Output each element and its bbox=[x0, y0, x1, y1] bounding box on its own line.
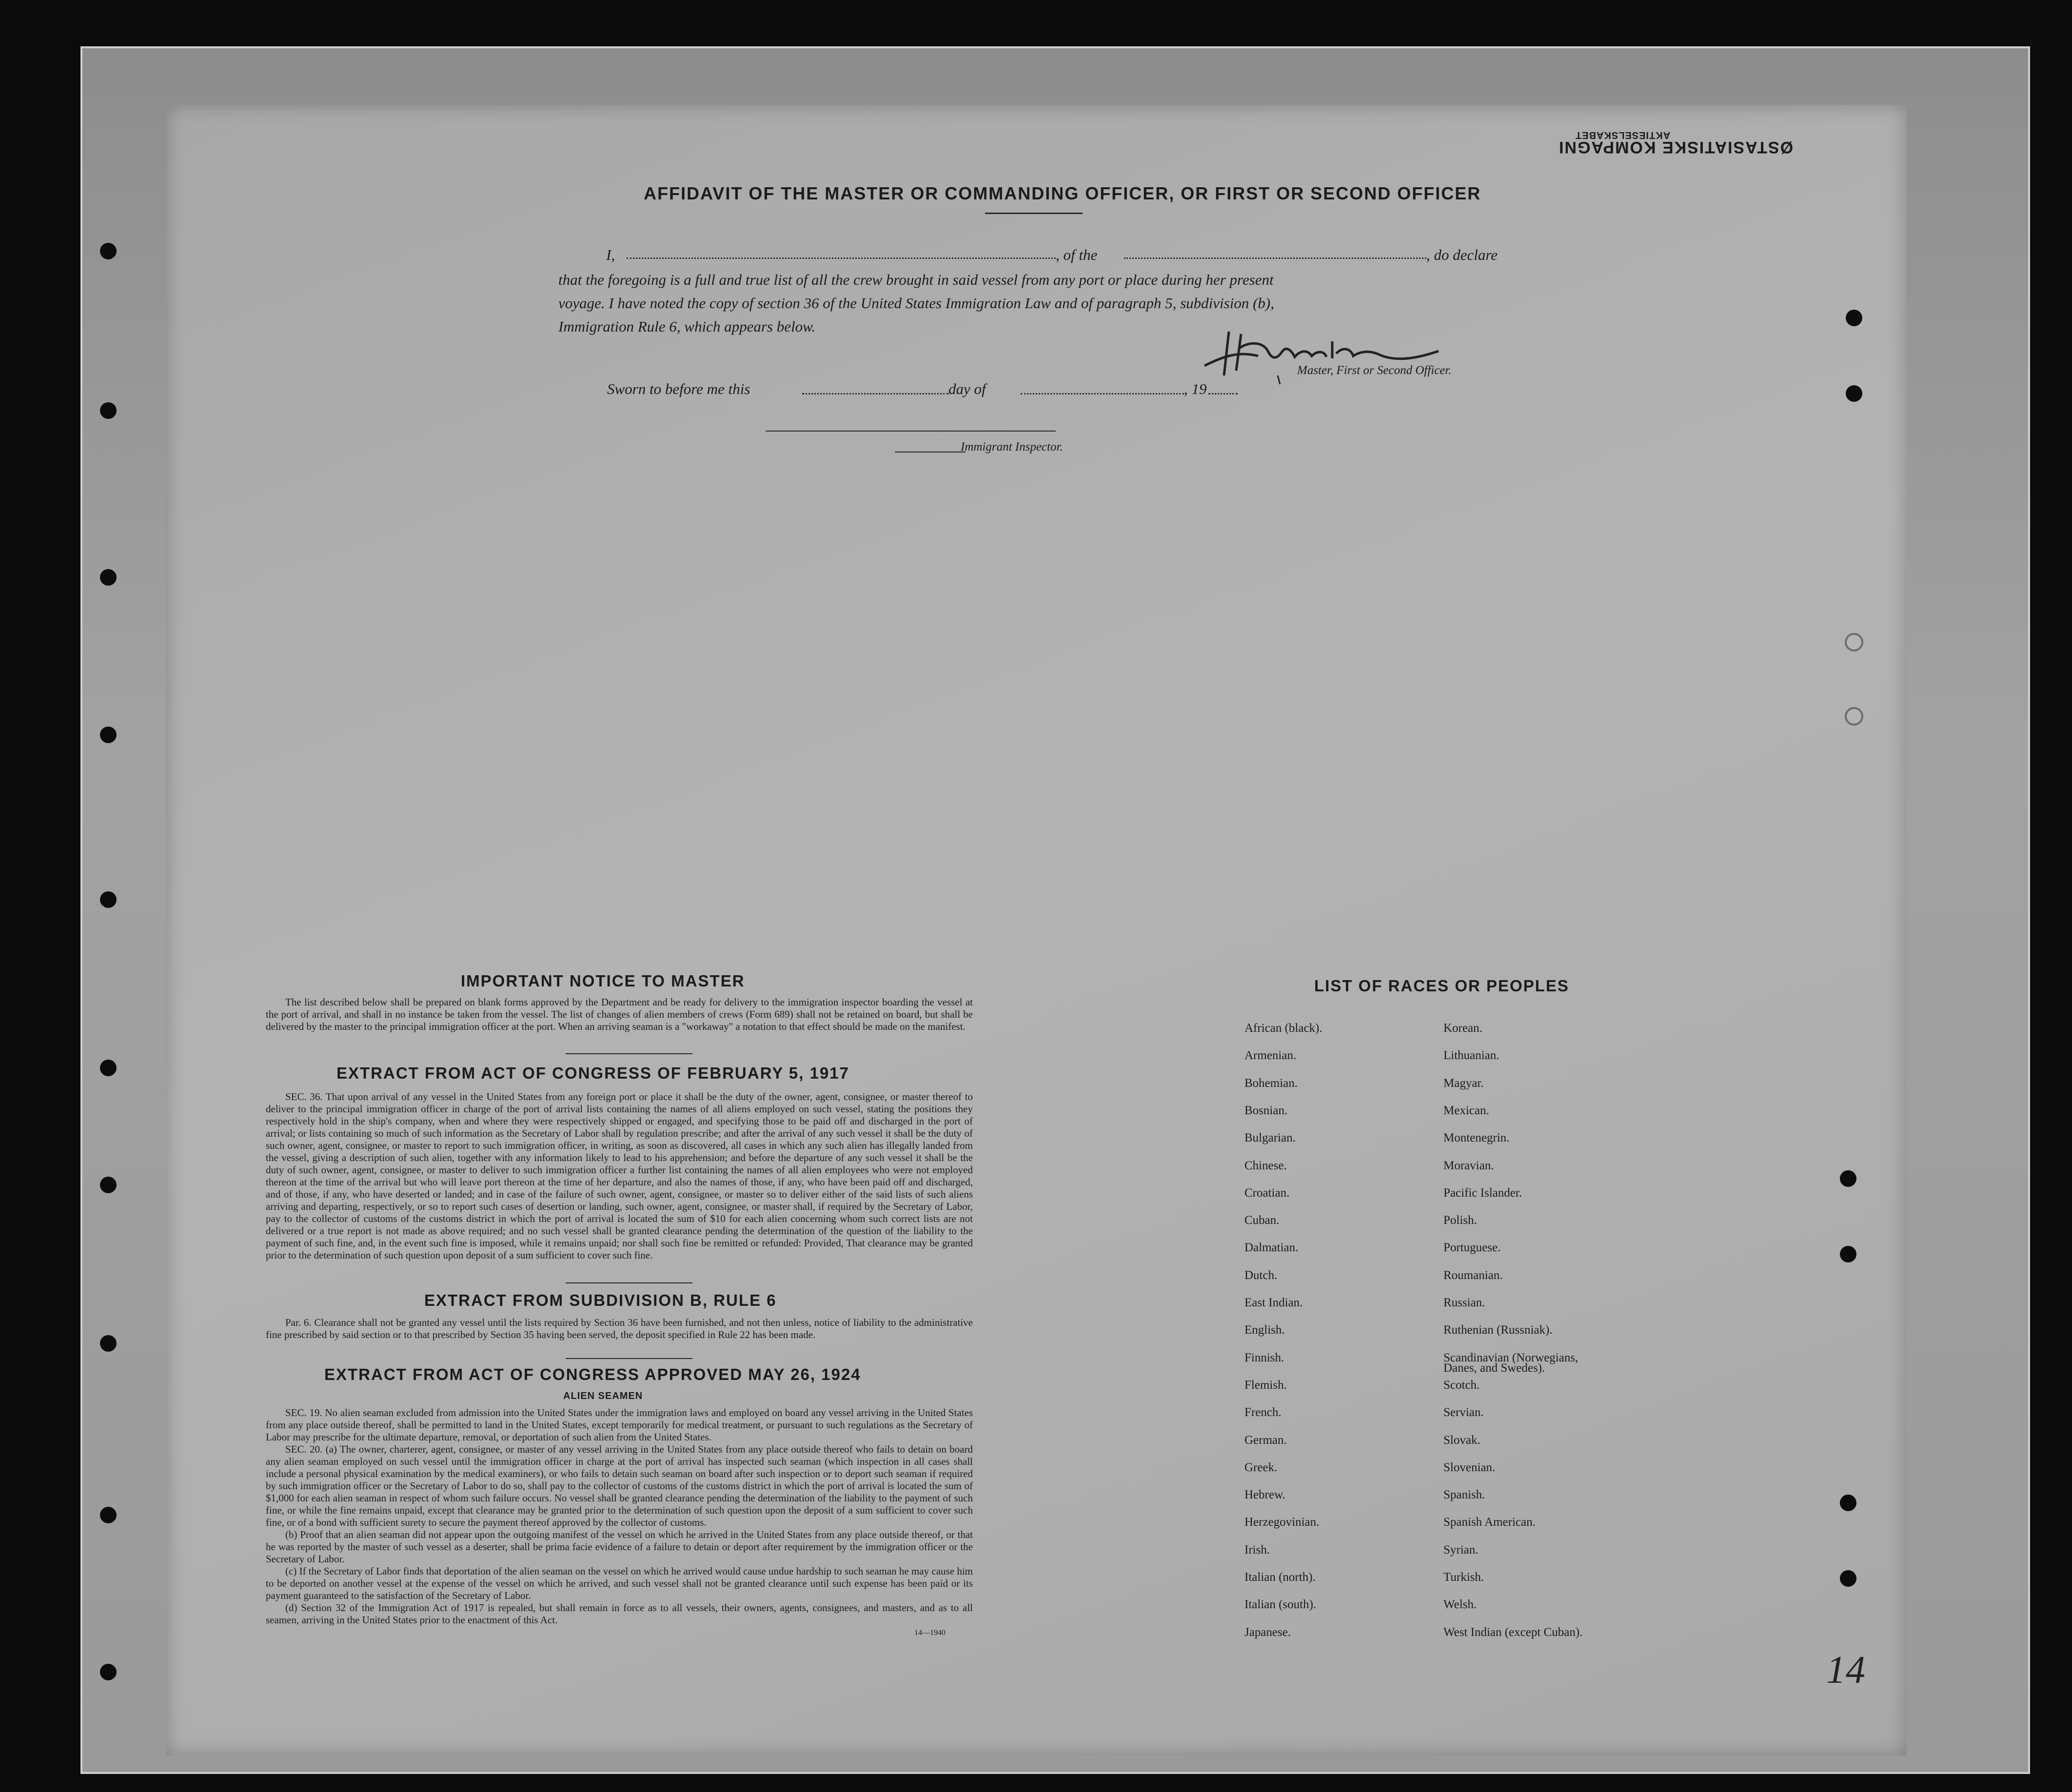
race-item: Dalmatian. bbox=[1244, 1241, 1299, 1254]
race-item: Italian (north). bbox=[1244, 1571, 1316, 1584]
race-item: Irish. bbox=[1244, 1543, 1270, 1556]
race-item: Moravian. bbox=[1443, 1159, 1494, 1172]
race-item-continuation: Danes, and Swedes). bbox=[1443, 1361, 1545, 1375]
extract-1917-paragraph: SEC. 36. That upon arrival of any vessel in the United States from any foreign port or place it shall be the duty of the owner, agent, consignee, or master thereof to deliver to the principal immigration officer in charge of the port of arrival lists containing the names of all aliens employed on such vessel, stating the positions they respectively hold in the ship's company, when and where they were respectively shipped or engaged, and specifying those to be paid off and discharged in the port of arrival; or lists containing so much of such information as the Secretary of Labor shall by regulation prescribe; and after the arrival of any such vessel it shall be the duty of such owner, agent, consignee, or master to report to such immigration officer, in writing, as soon as discovered, all cases in which any such alien has illegally landed from the vessel, giving a description of such alien, together with any information likely to lead to his apprehension; and before the departure of any such vessel it shall be the duty of such owner, agent, consignee, or master to deliver to such immigration officer a further list containing the names of all alien employees who were not employed thereon at the time of the arrival but who will leave port thereon at the time of her departure, and also the names of those, if any, who have been paid off and discharged, and of those, if any, who have deserted or landed; and in case of the failure of such owner, agent, consignee, or master so to deliver either of the said lists of such aliens arriving and departing, respectively, or so to report such cases of desertion or landing, such owner, agent, consignee, or master shall, if required by the Secretary of Labor, pay to the collector of customs of the customs district in which the port of arrival is located the sum of $10 for each alien concerning whom such correct lists are not delivered or a true report is not made as above required; and no such vessel shall be granted clearance pending the determination of the question of the liability to the payment of such fine, and, in the event such fine is imposed, while it remains unpaid; nor shall such fine be remitted or refunded: Provided, That clearance may be granted prior to the determination of such question upon deposit of a sum sufficient to cover such fine. bbox=[266, 1091, 973, 1261]
punch-hole bbox=[100, 243, 117, 259]
sec20b-paragraph: (b) Proof that an alien seaman did not appear upon the outgoing manifest of the vessel on which he arrived in the United States from any place outside thereof, or that he was reported by the master of such vessel as a deserter, shall be prima facie evidence of a failure to detain or deport after requirement by the immigration officer or the Secretary of Labor. bbox=[266, 1529, 973, 1565]
name-blank bbox=[627, 257, 1056, 259]
section-rule bbox=[566, 1358, 692, 1359]
signer-caption: Master, First or Second Officer. bbox=[1297, 364, 1452, 377]
punch-hole bbox=[1846, 385, 1862, 402]
punch-hole bbox=[100, 402, 117, 419]
sec19-paragraph: SEC. 19. No alien seaman excluded from admission into the United States under the immigration laws and employed on board any vessel arriving in the United States from any place outside thereof, shall be permitted to land in the United States, except temporarily for medical treatment, or pursuant to such regulations as the Secretary of Labor may prescribe for the ultimate departure, removal, or deportation of such alien from the United States. bbox=[266, 1407, 973, 1443]
race-item: Spanish American. bbox=[1443, 1516, 1536, 1529]
race-item: Montenegrin. bbox=[1443, 1131, 1510, 1144]
race-item: Croatian. bbox=[1244, 1186, 1290, 1200]
race-item: Servian. bbox=[1443, 1406, 1484, 1419]
sec20a-paragraph: SEC. 20. (a) The owner, charterer, agent, consignee, or master of any vessel arriving in the United States from any place outside thereof who fails to detain on board any alien seaman employed on such vessel until the immigration officer in charge at the port of arrival has inspected such seaman (which inspection in all cases shall include a personal physical examination by the medical examiners), or who fails to detain such seaman on board after such inspection or to deport such seaman if required by such immigration officer or the Secretary of Labor to do so, shall pay to the collector of customs of the customs district in which the port of arrival is located the sum of $1,000 for each alien seaman in respect of whom such failure occurs. No vessel shall be granted clearance pending the determination of the liability to the payment of such fine, or while the fine remains unpaid, except that clearance may be granted prior to the determination of such question upon the deposit of a sum sufficient to cover such fine, or of a bond with sufficient surety to secure the payment thereof approved by the collector of customs. bbox=[266, 1443, 973, 1528]
corner-handwritten-number: 14 bbox=[1826, 1649, 1865, 1692]
extract-rule6-title: EXTRACT FROM SUBDIVISION B, RULE 6 bbox=[424, 1291, 777, 1309]
race-item: Slovenian. bbox=[1443, 1461, 1496, 1474]
sec20d-paragraph: (d) Section 32 of the Immigration Act of 1917 is repealed, but shall remain in force as to all vessels, their owners, agents, consignees, and masters, and as to all seamen, arriving in the United States prior to the enactment of this Act. bbox=[266, 1602, 973, 1626]
company-stamp: ØSTASIATISKE KOMPAGNI bbox=[1558, 138, 1794, 157]
race-item: English. bbox=[1244, 1323, 1285, 1337]
affidavit-line-3: voyage. I have noted the copy of section 36 of the United States Immigration Law and of paragraph 5, subdivision (b), bbox=[558, 295, 1274, 312]
punch-hole bbox=[1840, 1495, 1856, 1511]
stamp-small-text: AKTIESELSKABET bbox=[1575, 130, 1671, 140]
race-item: Bulgarian. bbox=[1244, 1131, 1296, 1144]
affidavit-title: AFFIDAVIT OF THE MASTER OR COMMANDING OFFICER, OR FIRST OR SECOND OFFICER bbox=[644, 183, 1481, 203]
race-item: Pacific Islander. bbox=[1443, 1186, 1522, 1200]
race-item: Dutch. bbox=[1244, 1269, 1278, 1282]
punch-hole bbox=[1840, 1170, 1856, 1187]
punch-hole bbox=[100, 1664, 117, 1680]
race-item: Korean. bbox=[1443, 1022, 1482, 1035]
section-rule bbox=[566, 1053, 692, 1054]
inspector-signature-line bbox=[766, 431, 1056, 432]
affidavit-line-2: that the foregoing is a full and true list of all the crew brought in said vessel from any port or place during her present bbox=[558, 271, 1274, 288]
alien-seamen-subtitle: ALIEN SEAMEN bbox=[563, 1391, 643, 1401]
race-item: Flemish. bbox=[1244, 1378, 1287, 1392]
sworn-text: Sworn to before me this bbox=[607, 380, 750, 397]
punch-hole bbox=[100, 1335, 117, 1352]
race-item: Polish. bbox=[1443, 1214, 1477, 1227]
race-item: Syrian. bbox=[1443, 1543, 1479, 1556]
race-item: Lithuanian. bbox=[1443, 1049, 1500, 1062]
inspector-short-line bbox=[895, 452, 966, 453]
punch-hole bbox=[100, 569, 117, 586]
race-item: Herzegovinian. bbox=[1244, 1516, 1320, 1529]
race-item: German. bbox=[1244, 1434, 1287, 1447]
race-item: African (black). bbox=[1244, 1022, 1322, 1035]
punch-hole bbox=[100, 727, 117, 743]
race-item: Mexican. bbox=[1443, 1104, 1489, 1117]
day-blank bbox=[802, 393, 948, 394]
race-item: Portuguese. bbox=[1443, 1241, 1501, 1254]
punch-hole bbox=[100, 1177, 117, 1193]
races-title: LIST OF RACES OR PEOPLES bbox=[1314, 977, 1569, 995]
extract-1917-body bbox=[266, 1091, 973, 1261]
race-item: West Indian (except Cuban). bbox=[1443, 1626, 1583, 1639]
race-item: Scandinavian (Norwegians, bbox=[1443, 1351, 1579, 1364]
punch-hole bbox=[1840, 1570, 1856, 1587]
extract-rule6-paragraph: Par. 6. Clearance shall not be granted any vessel until the lists required by Section 36 have been furnished, and not then unless, notice of liability to the administrative fine prescribed by said section or to that prescribed by Section 35 having been served, the deposit specified in Rule 22 has been made. bbox=[266, 1317, 973, 1340]
notice-paragraph: The list described below shall be prepared on blank forms approved by the Department and be ready for delivery to the immigration inspector boarding the vessel at the port of arrival, and shall in no instance be taken from the vessel. The list of changes of alien members of crews (Form 689) shall not be retained on board, but shall be delivered by the master to the principal immigration officer at the port. When an arriving seaman is a "workaway" a notation to that effect should be made on the manifest. bbox=[266, 996, 973, 1032]
race-item: Slovak. bbox=[1443, 1434, 1480, 1447]
extract-rule6-body bbox=[266, 1317, 973, 1341]
punch-hole bbox=[100, 1507, 117, 1523]
punch-hole bbox=[100, 1060, 117, 1076]
race-item: Spanish. bbox=[1443, 1488, 1485, 1501]
year-blank bbox=[1208, 393, 1238, 394]
punch-hole bbox=[100, 891, 117, 908]
race-item: Finnish. bbox=[1244, 1351, 1284, 1364]
race-item: Italian (south). bbox=[1244, 1598, 1317, 1611]
race-item: Scotch. bbox=[1443, 1378, 1480, 1392]
notice-title: IMPORTANT NOTICE TO MASTER bbox=[461, 972, 745, 990]
punch-hole bbox=[1840, 1246, 1856, 1262]
inspector-caption: Immigrant Inspector. bbox=[961, 440, 1063, 453]
race-item: Roumanian. bbox=[1443, 1269, 1503, 1282]
race-item: East Indian. bbox=[1244, 1296, 1303, 1309]
extract-1924-title: EXTRACT FROM ACT OF CONGRESS APPROVED MAY 26, 1924 bbox=[324, 1365, 861, 1383]
day-of-text: day of bbox=[948, 380, 986, 397]
race-item: Welsh. bbox=[1443, 1598, 1477, 1611]
form-number: 14—1940 bbox=[914, 1629, 946, 1637]
affidavit-i: I, bbox=[606, 246, 615, 263]
race-item: Bosnian. bbox=[1244, 1104, 1288, 1117]
race-item: Ruthenian (Russniak). bbox=[1443, 1323, 1553, 1337]
extract-1924-body bbox=[266, 1407, 973, 1626]
race-item: Hebrew. bbox=[1244, 1488, 1285, 1501]
vessel-blank bbox=[1124, 257, 1426, 259]
race-item: Japanese. bbox=[1244, 1626, 1291, 1639]
race-item: French. bbox=[1244, 1406, 1282, 1419]
sec20c-paragraph: (c) If the Secretary of Labor finds that deportation of the alien seaman on the vessel on which he arrived would cause undue hardship to such seaman he may cause him to be deported on another vessel at the expense of the vessel on which he arrived, and such vessel shall not be granted clearance until such expense has been paid or its payment guaranteed to the satisfaction of the Secretary of Labor. bbox=[266, 1565, 973, 1601]
race-item: Bohemian. bbox=[1244, 1077, 1298, 1090]
month-blank bbox=[1021, 393, 1184, 394]
title-rule bbox=[985, 213, 1083, 214]
punch-hole bbox=[1846, 310, 1862, 326]
race-item: Magyar. bbox=[1443, 1077, 1484, 1090]
race-item: Armenian. bbox=[1244, 1049, 1297, 1062]
race-item: Greek. bbox=[1244, 1461, 1278, 1474]
year-prefix: , 19 bbox=[1184, 380, 1207, 397]
race-item: Turkish. bbox=[1443, 1571, 1484, 1584]
section-rule bbox=[566, 1282, 692, 1283]
punch-hole bbox=[1845, 707, 1863, 726]
affidavit-declare: , do declare bbox=[1426, 246, 1498, 263]
extract-1917-title: EXTRACT FROM ACT OF CONGRESS OF FEBRUARY 5, 1917 bbox=[336, 1064, 849, 1082]
race-item: Cuban. bbox=[1244, 1214, 1280, 1227]
punch-hole bbox=[1845, 633, 1863, 651]
affidavit-line-4: Immigration Rule 6, which appears below. bbox=[558, 318, 816, 335]
race-item: Russian. bbox=[1443, 1296, 1485, 1309]
notice-body bbox=[266, 996, 973, 1033]
race-item: Chinese. bbox=[1244, 1159, 1287, 1172]
affidavit-of-the: , of the bbox=[1056, 246, 1098, 263]
